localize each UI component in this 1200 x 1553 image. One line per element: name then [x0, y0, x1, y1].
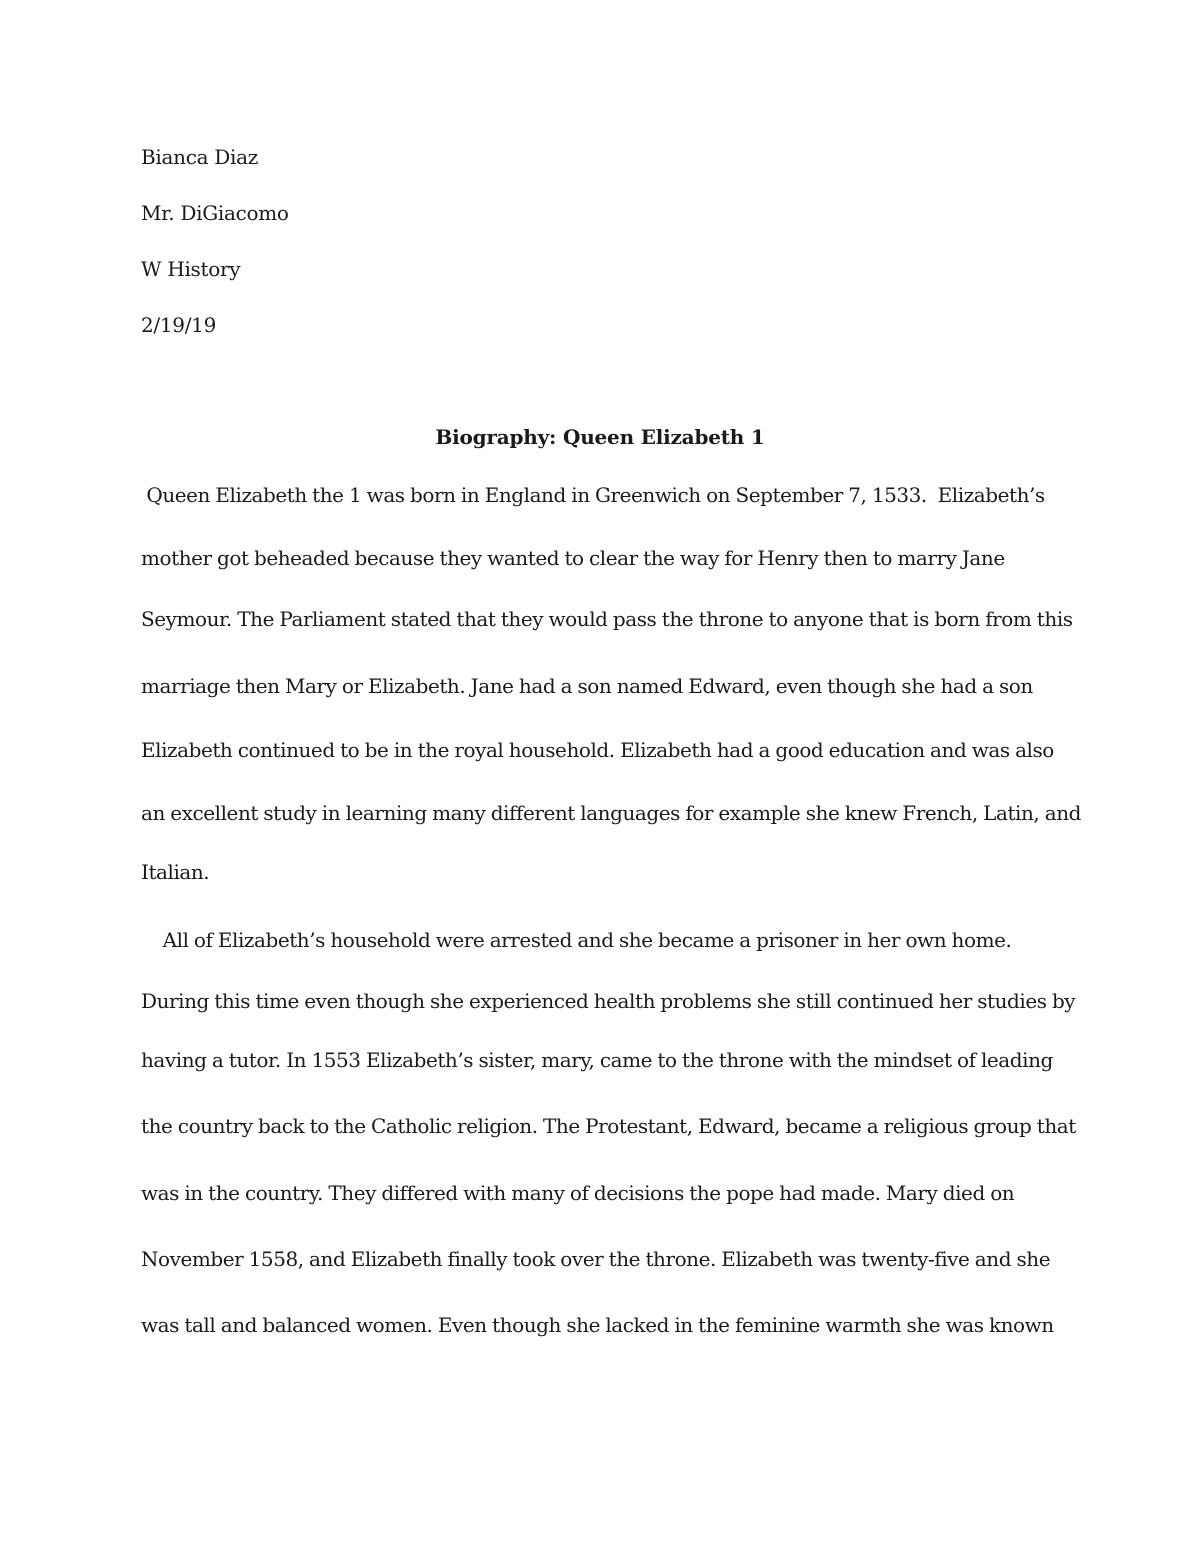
paragraph-line: During this time even though she experienced health problems she still continued her studies by	[141, 989, 1076, 1013]
paragraph-line: Seymour. The Parliament stated that they would pass the throne to anyone that is born from this	[141, 607, 1073, 631]
paragraph-line: an excellent study in learning many different languages for example she knew French, Latin, and	[141, 801, 1081, 825]
paragraph-line: All of Elizabeth’s household were arrested and she became a prisoner in her own home.	[141, 928, 1012, 952]
paragraph-line: having a tutor. In 1553 Elizabeth’s sister, mary, came to the throne with the mindset of leading	[141, 1048, 1053, 1072]
paragraph-line: Queen Elizabeth the 1 was born in England in Greenwich on September 7, 1533. Elizabeth’s	[141, 483, 1045, 507]
paragraph-line: Italian.	[141, 860, 210, 884]
paragraph-line: November 1558, and Elizabeth finally took over the throne. Elizabeth was twenty-five and she	[141, 1247, 1051, 1271]
paragraph-line: was in the country. They differed with many of decisions the pope had made. Mary died on	[141, 1181, 1015, 1205]
paragraph-line: mother got beheaded because they wanted to clear the way for Henry then to marry Jane	[141, 546, 1005, 570]
paragraph-line: was tall and balanced women. Even though she lacked in the feminine warmth she was known	[141, 1313, 1054, 1337]
paragraph-line: Elizabeth continued to be in the royal household. Elizabeth had a good education and was also	[141, 738, 1054, 762]
document-date: 2/19/19	[141, 313, 216, 337]
paragraph-line: marriage then Mary or Elizabeth. Jane had a son named Edward, even though she had a son	[141, 674, 1033, 698]
course-name: W History	[141, 257, 241, 281]
page-title: Biography: Queen Elizabeth 1	[435, 425, 765, 449]
student-name: Bianca Diaz	[141, 145, 258, 169]
teacher-name: Mr. DiGiacomo	[141, 201, 289, 225]
paragraph-line: the country back to the Catholic religion. The Protestant, Edward, became a religious group that	[141, 1114, 1076, 1138]
